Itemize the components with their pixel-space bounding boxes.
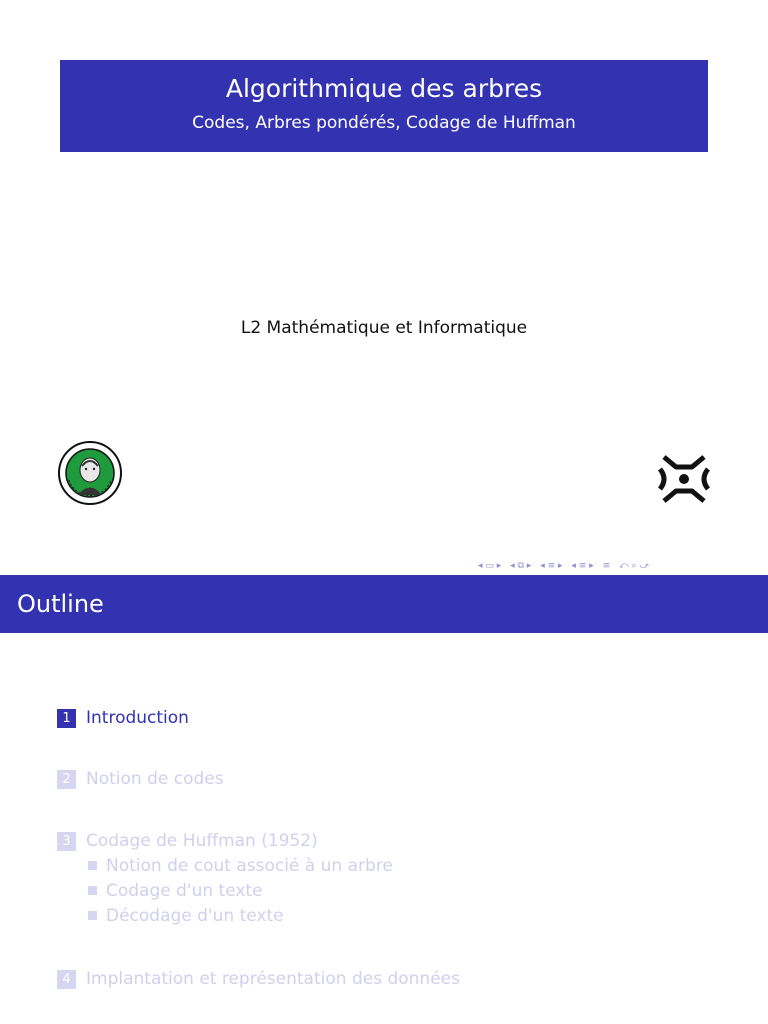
laboratory-logo-icon <box>57 440 123 506</box>
institute-label: L2 Mathématique et Informatique <box>240 318 528 338</box>
toc-section-implantation[interactable] <box>57 968 460 990</box>
subsection-label: Codage d'un texte <box>106 881 263 901</box>
section-label: Implantation et représentation des données <box>86 969 460 989</box>
toc-section-codes[interactable] <box>57 768 224 790</box>
toc-section-introduction[interactable] <box>57 707 189 729</box>
section-number-badge: 1 <box>57 709 76 728</box>
frame-title: Outline <box>17 590 104 618</box>
section-number-badge: 2 <box>57 770 76 789</box>
title-block <box>60 60 708 152</box>
square-bullet-icon <box>88 861 97 870</box>
toc-subsection-codage[interactable] <box>88 880 263 902</box>
nav-presentation-icon[interactable]: ◂ ≡ ▸ <box>571 561 594 571</box>
square-bullet-icon <box>88 886 97 895</box>
section-label: Notion de codes <box>86 769 224 789</box>
university-logo-icon <box>656 453 712 505</box>
subsection-label: Notion de cout associé à un arbre <box>106 856 393 876</box>
square-bullet-icon <box>88 911 97 920</box>
toc-subsection-cout[interactable] <box>88 855 393 877</box>
presentation-subtitle: Codes, Arbres pondérés, Codage de Huffman <box>192 113 576 133</box>
nav-search-icon[interactable]: ⤺ ⌕ ⤻ <box>619 561 650 571</box>
section-number-badge: 4 <box>57 970 76 989</box>
beamer-navigation <box>478 561 655 571</box>
presentation-title: Algorithmique des arbres <box>225 74 543 103</box>
toc-subsection-decodage[interactable] <box>88 905 284 927</box>
section-label: Codage de Huffman (1952) <box>86 831 318 851</box>
nav-appendix-icon[interactable]: ≡ <box>602 561 611 571</box>
nav-subsection-icon[interactable]: ◂ ⧉ ▸ <box>510 561 532 571</box>
section-label: Introduction <box>86 708 189 728</box>
subsection-label: Décodage d'un texte <box>106 906 284 926</box>
section-number-badge: 3 <box>57 832 76 851</box>
toc-section-huffman[interactable] <box>57 830 318 852</box>
nav-frame-icon[interactable]: ◂ ▭ ▸ <box>478 561 502 571</box>
nav-section-icon[interactable]: ◂ ≡ ▸ <box>540 561 563 571</box>
frame-header <box>0 575 768 633</box>
